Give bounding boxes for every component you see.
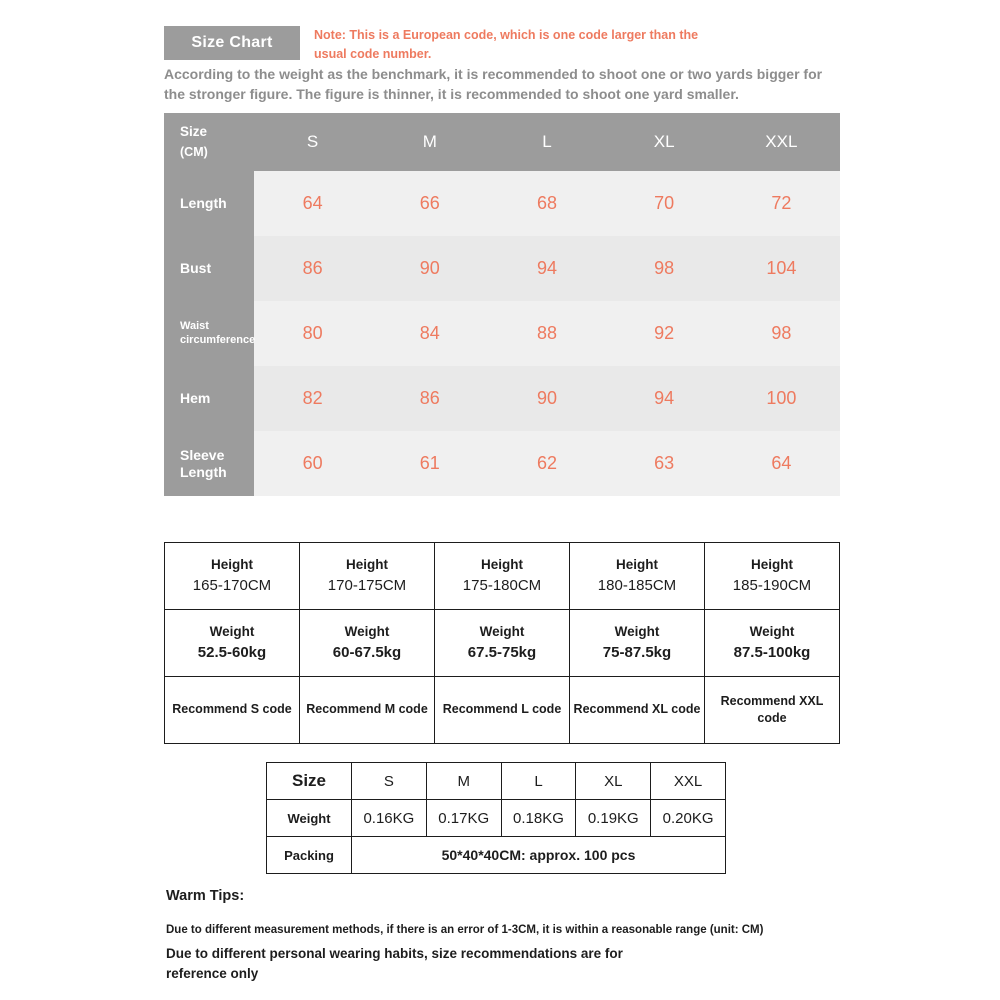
size-header-s: S: [254, 113, 371, 171]
size-measurements-table: [164, 113, 840, 496]
warm-tip-reference: Due to different personal wearing habits, size recommendations are for reference only: [166, 946, 623, 982]
corner-label: Size: [180, 124, 208, 140]
row-label-waist-circumference: Waist circumference: [164, 301, 254, 366]
recommend-cell-2: Recommend M code: [300, 677, 435, 744]
height-title: Height: [346, 557, 388, 573]
cell-sleeve-s: 60: [254, 431, 371, 496]
weight-value-4: 75-87.5kg: [602, 643, 672, 661]
corner-unit: (CM): [180, 145, 208, 159]
weight-title: Weight: [479, 624, 525, 640]
cell-sleeve-l: 62: [488, 431, 605, 496]
row-label-length: Length: [164, 171, 254, 236]
height-cell-2: [300, 543, 435, 610]
cell-hem-xl: 94: [606, 366, 723, 431]
wp-size-xxl: XXL: [651, 763, 726, 800]
wp-size-l: L: [501, 763, 576, 800]
height-row: [165, 543, 840, 610]
cell-bust-xl: 98: [606, 236, 723, 301]
wp-packing-label: Packing: [267, 837, 352, 874]
cell-waist-m: 84: [371, 301, 488, 366]
height-title: Height: [481, 557, 523, 573]
cell-waist-s: 80: [254, 301, 371, 366]
wp-packing-row: [267, 837, 726, 874]
height-title: Height: [211, 557, 253, 573]
table-row: [164, 236, 840, 301]
cell-length-l: 68: [488, 171, 605, 236]
weight-row: [165, 610, 840, 677]
height-cell-1: [165, 543, 300, 610]
wp-packing-value: 50*40*40CM: approx. 100 pcs: [352, 837, 726, 874]
recommend-cell-5: Recommend XXL code: [705, 677, 840, 744]
wp-size-xl: XL: [576, 763, 651, 800]
height-value-4: 180-185CM: [597, 576, 677, 594]
wp-weight-m: 0.17KG: [426, 800, 501, 837]
weight-cell-3: [435, 610, 570, 677]
height-weight-table: [164, 542, 840, 744]
weight-cell-5: [705, 610, 840, 677]
wp-weight-label: Weight: [267, 800, 352, 837]
weight-cell-1: [165, 610, 300, 677]
cell-length-s: 64: [254, 171, 371, 236]
cell-bust-xxl: 104: [723, 236, 840, 301]
wp-size-m: M: [426, 763, 501, 800]
cell-hem-m: 86: [371, 366, 488, 431]
size-corner-cell: [164, 113, 254, 171]
size-header-m: M: [371, 113, 488, 171]
wp-weight-xxl: 0.20KG: [651, 800, 726, 837]
weight-title: Weight: [344, 624, 390, 640]
cell-bust-s: 86: [254, 236, 371, 301]
cell-length-m: 66: [371, 171, 488, 236]
height-value-3: 175-180CM: [462, 576, 542, 594]
table-row: [164, 171, 840, 236]
table-row: [164, 366, 840, 431]
warm-tip-measurement: Due to different measurement methods, if there is an error of 1-3CM, it is within a reasonable range (unit: CM): [166, 924, 764, 936]
size-header-xxl: XXL: [723, 113, 840, 171]
cell-bust-m: 90: [371, 236, 488, 301]
european-code-note: Note: This is a European code, which is one code larger than the usual code number.: [314, 28, 699, 62]
wp-size-s: S: [352, 763, 427, 800]
recommend-row: [165, 677, 840, 744]
recommend-cell-1: Recommend S code: [165, 677, 300, 744]
height-cell-4: [570, 543, 705, 610]
weight-value-2: 60-67.5kg: [332, 643, 402, 661]
cell-sleeve-m: 61: [371, 431, 488, 496]
wp-weight-l: 0.18KG: [501, 800, 576, 837]
weight-cell-2: [300, 610, 435, 677]
height-value-2: 170-175CM: [327, 576, 407, 594]
row-label-bust: Bust: [164, 236, 254, 301]
size-header-xl: XL: [606, 113, 723, 171]
recommend-cell-3: Recommend L code: [435, 677, 570, 744]
wp-weight-xl: 0.19KG: [576, 800, 651, 837]
cell-sleeve-xl: 63: [606, 431, 723, 496]
height-title: Height: [616, 557, 658, 573]
weight-value-1: 52.5-60kg: [197, 643, 267, 661]
cell-waist-xxl: 98: [723, 301, 840, 366]
weight-packing-table: [266, 762, 726, 874]
cell-waist-l: 88: [488, 301, 605, 366]
wp-size-label: Size: [267, 763, 352, 800]
wp-weight-s: 0.16KG: [352, 800, 427, 837]
height-value-1: 165-170CM: [192, 576, 272, 594]
height-cell-3: [435, 543, 570, 610]
header: [164, 26, 840, 65]
weight-cell-4: [570, 610, 705, 677]
table-row: [164, 431, 840, 496]
size-chart-tag: Size Chart: [164, 26, 300, 60]
warm-tips-title: Warm Tips:: [166, 888, 245, 904]
weight-title: Weight: [209, 624, 255, 640]
table-row: [164, 301, 840, 366]
cell-length-xxl: 72: [723, 171, 840, 236]
weight-value-5: 87.5-100kg: [733, 643, 811, 661]
height-title: Height: [751, 557, 793, 573]
cell-sleeve-xxl: 64: [723, 431, 840, 496]
cell-hem-s: 82: [254, 366, 371, 431]
wp-header-row: [267, 763, 726, 800]
weight-title: Weight: [614, 624, 660, 640]
row-label-sleeve-length: Sleeve Length: [164, 431, 254, 496]
row-label-hem: Hem: [164, 366, 254, 431]
cell-hem-l: 90: [488, 366, 605, 431]
cell-length-xl: 70: [606, 171, 723, 236]
cell-hem-xxl: 100: [723, 366, 840, 431]
cell-waist-xl: 92: [606, 301, 723, 366]
recommendation-text: According to the weight as the benchmark, it is recommended to shoot one or two yards bigger for the stronger figure. The figure is thinner, it is recommended to shoot one yard smaller.: [164, 66, 823, 103]
height-cell-5: [705, 543, 840, 610]
weight-title: Weight: [749, 624, 795, 640]
table-header-row: [164, 113, 840, 171]
recommend-cell-4: Recommend XL code: [570, 677, 705, 744]
height-value-5: 185-190CM: [732, 576, 812, 594]
wp-weight-row: [267, 800, 726, 837]
cell-bust-l: 94: [488, 236, 605, 301]
weight-value-3: 67.5-75kg: [467, 643, 537, 661]
size-header-l: L: [488, 113, 605, 171]
